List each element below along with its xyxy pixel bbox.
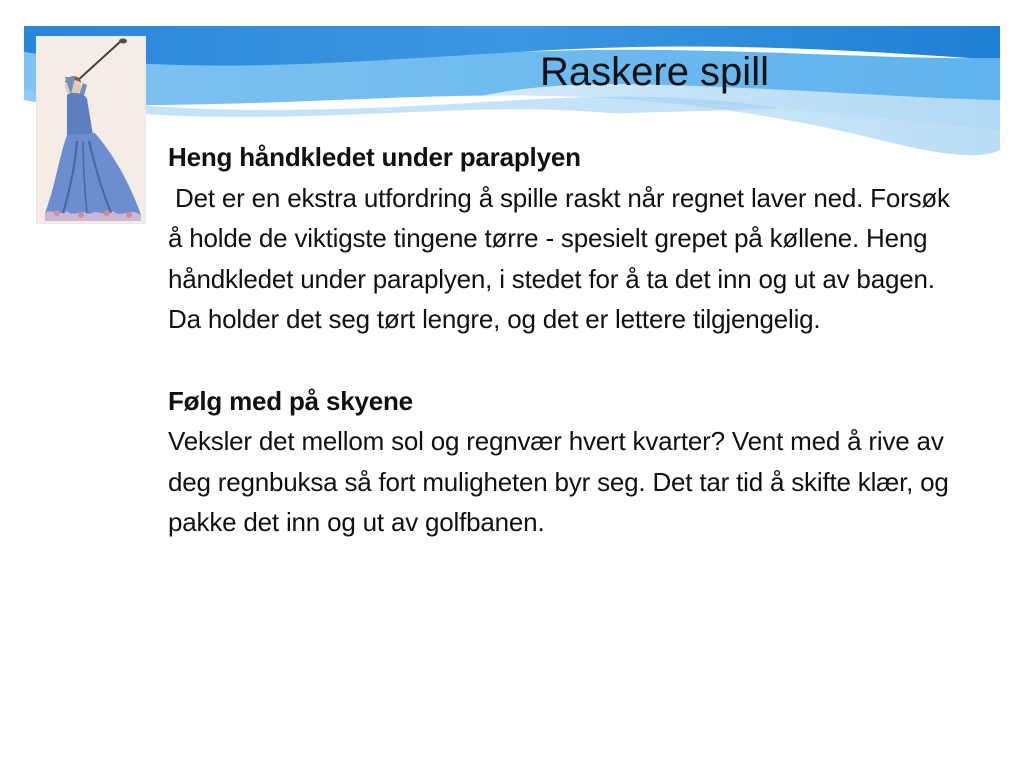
section-body: Veksler det mellom sol og regnvær hvert kvarter? Vent med å rive av deg regnbuksa så fort muligheten byr seg. Det tar tid å skifte klær, og pakke det inn og ut av golfbanen. [168, 426, 949, 538]
slide-body [168, 137, 968, 543]
section-watch-the-clouds [168, 381, 968, 543]
section-heading: Følg med på skyene [168, 385, 413, 416]
section-spacer [168, 340, 968, 381]
section-towel-under-umbrella [168, 137, 968, 340]
section-heading: Heng håndkledet under paraplyen [168, 142, 581, 172]
vintage-lady-golfer-illustration [36, 36, 146, 224]
section-body: Det er en ekstra utfordring å spille raskt når regnet laver ned. Forsøk å holde de viktigste tingene tørre - spesielt grepet på køllene. Heng håndkledet under paraplyen, i stedet for å ta det inn og ut av bagen. Da holder det seg tørt lengre, og det er lettere tilgjengelig. [168, 182, 957, 335]
slide-title: Raskere spill [540, 50, 769, 94]
